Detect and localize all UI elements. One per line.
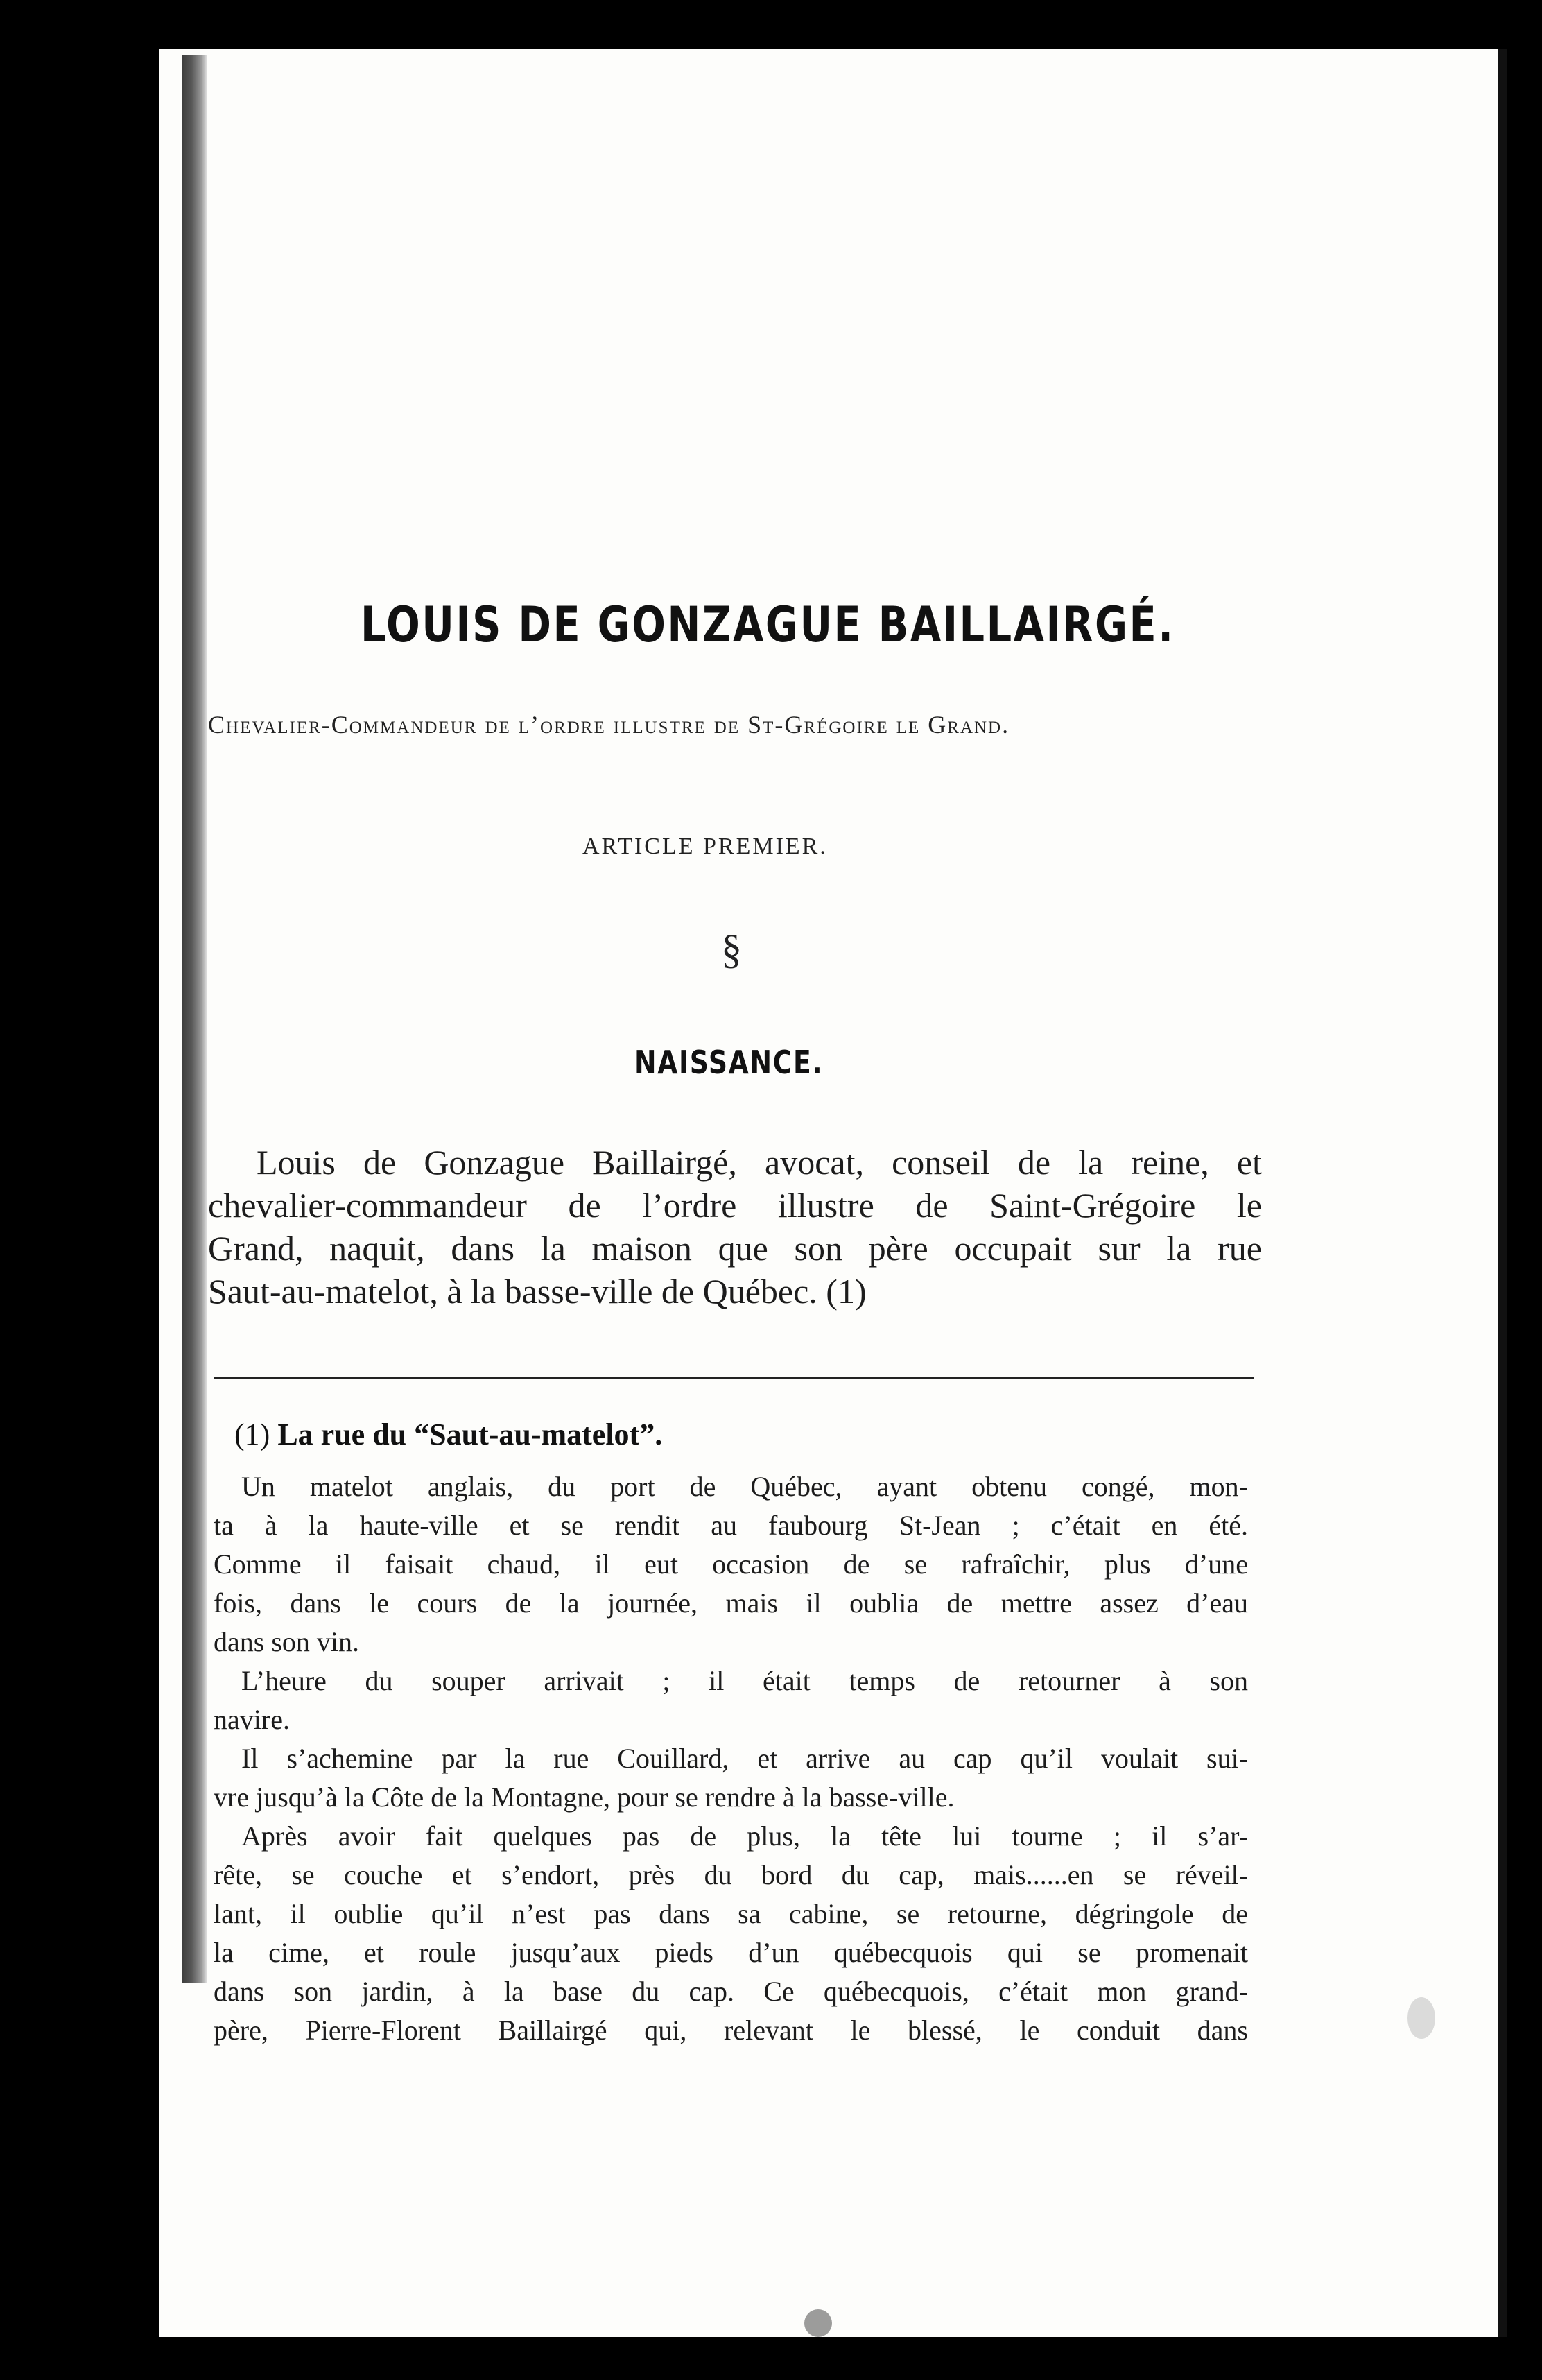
footnote-line: dans son jardin, à la base du cap. Ce québecquois, c’était mon grand- xyxy=(214,1976,1248,2007)
paper-stain xyxy=(1407,1997,1435,2039)
body-line: chevalier-commandeur de l’ordre illustre de Saint-Grégoire le xyxy=(208,1186,1262,1225)
body-paragraph xyxy=(208,1141,1262,1313)
footnote-line: père, Pierre-Florent Baillairgé qui, relevant le blessé, le conduit dans xyxy=(214,2015,1248,2046)
footnote-line: vre jusqu’à la Côte de la Montagne, pour se rendre à la basse-ville. xyxy=(214,1782,955,1813)
footnote-number: (1) xyxy=(234,1417,270,1451)
footnote-line: Un matelot anglais, du port de Québec, ayant obtenu congé, mon- xyxy=(241,1471,1248,1502)
book-gutter-shadow xyxy=(182,55,207,1983)
footnote-heading-text: La rue du “Saut-au-matelot”. xyxy=(277,1417,663,1451)
body-line: Saut-au-matelot, à la basse-ville de Québec. (1) xyxy=(208,1272,867,1311)
footnote-line: la cime, et roule jusqu’aux pieds d’un québecquois qui se promenait xyxy=(214,1937,1248,1968)
footnote-line: navire. xyxy=(214,1704,290,1735)
footnote-line: ta à la haute-ville et se rendit au faubourg St-Jean ; c’était en été. xyxy=(214,1510,1248,1541)
footnote-heading xyxy=(234,1417,662,1452)
article-heading: ARTICLE PREMIER. xyxy=(582,834,828,859)
footnote-line: lant, il oublie qu’il n’est pas dans sa cabine, se retourne, dégringole de xyxy=(214,1898,1248,1929)
footnote-divider xyxy=(214,1377,1254,1379)
body-line: Louis de Gonzague Baillairgé, avocat, conseil de la reine, et xyxy=(257,1143,1262,1182)
page-title: LOUIS DE GONZAGUE BAILLAIRGÉ. xyxy=(361,596,1175,653)
page-subtitle: Chevalier-Commandeur de l’ordre illustre de St-Grégoire le Grand. xyxy=(208,711,1010,739)
footnote-line: rête, se couche et s’endort, près du bord du cap, mais......en se réveil- xyxy=(214,1859,1248,1890)
footnote-line: Comme il faisait chaud, il eut occasion de se rafraîchir, plus d’une xyxy=(214,1549,1248,1580)
section-sign: § xyxy=(721,926,742,972)
paper-stain xyxy=(804,2309,832,2337)
body-line: Grand, naquit, dans la maison que son père occupait sur la rue xyxy=(208,1229,1262,1268)
section-title: NAISSANCE. xyxy=(634,1044,824,1081)
footnote-line: L’heure du souper arrivait ; il était temps de retourner à son xyxy=(241,1665,1248,1696)
footnote-text xyxy=(214,1467,1248,2050)
page-edge xyxy=(1498,49,1507,2337)
footnote-line: Après avoir fait quelques pas de plus, la tête lui tourne ; il s’ar- xyxy=(241,1820,1248,1852)
footnote-line: dans son vin. xyxy=(214,1626,359,1657)
footnote-line: fois, dans le cours de la journée, mais il oublia de mettre assez d’eau xyxy=(214,1587,1248,1619)
footnote-line: Il s’achemine par la rue Couillard, et arrive au cap qu’il voulait sui- xyxy=(241,1743,1248,1774)
